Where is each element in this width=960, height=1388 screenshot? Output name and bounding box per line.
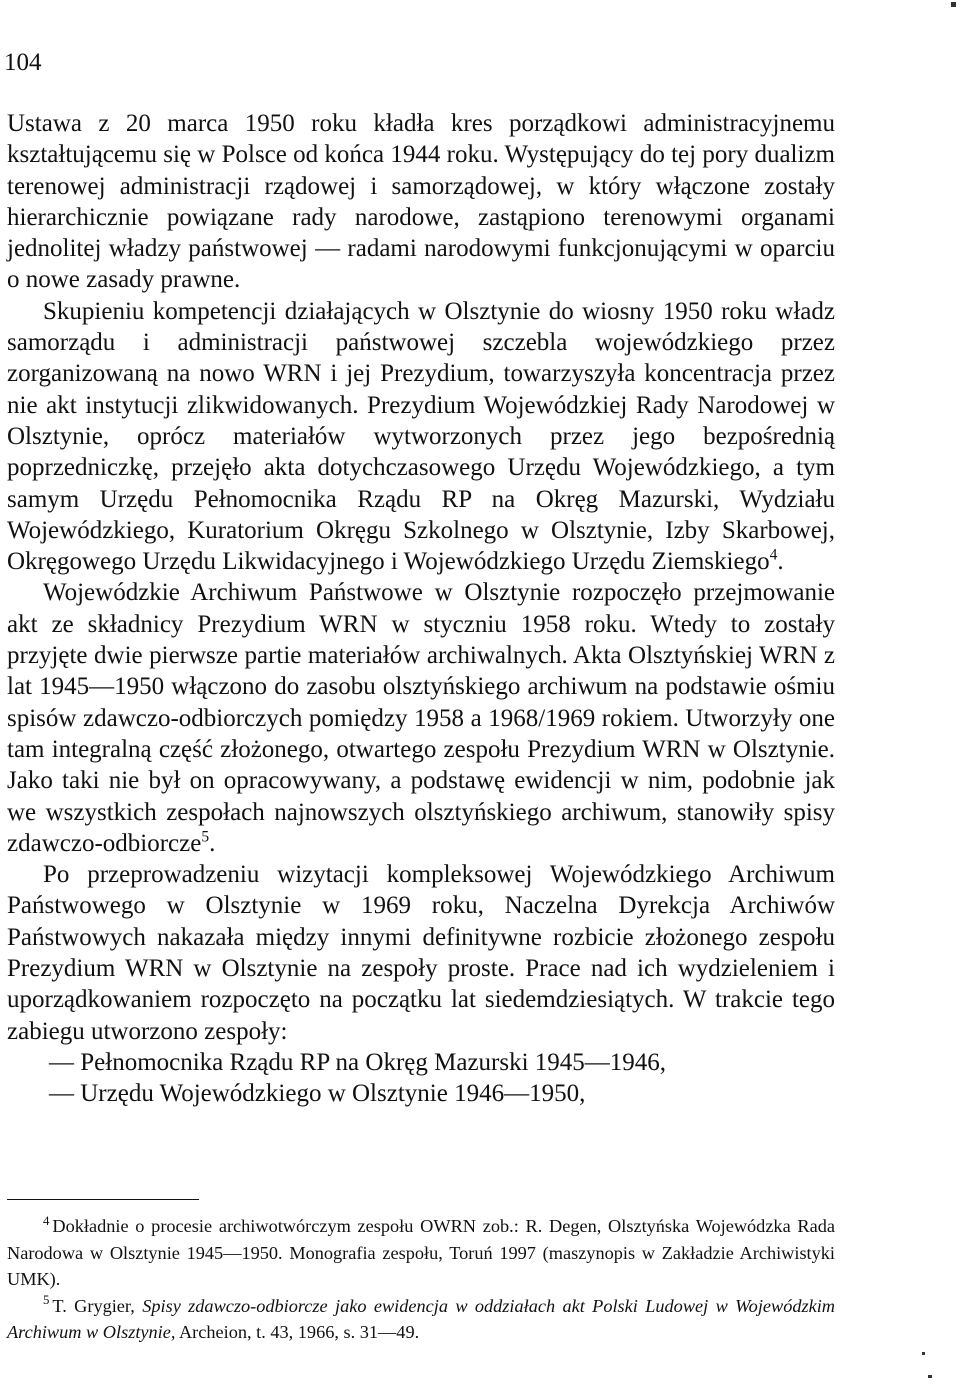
footnote-divider — [7, 1199, 199, 1200]
footnote-mark-5: 5 — [43, 1293, 50, 1308]
paragraph-2-end: . — [777, 548, 784, 576]
footnote-5 — [7, 1293, 835, 1346]
footnote-ref-4[interactable]: 4 — [769, 546, 778, 564]
main-text — [7, 108, 835, 1110]
list-item: — Urzędu Wojewódzkiego w Olsztynie 1946—1950, — [49, 1080, 586, 1108]
paragraph-3-text: Wojewódzkie Archiwum Państwowe w Olsztynie rozpoczęło przejmowanie akt ze składnicy Prezydium WRN w styczniu 1958 roku. Wtedy to zostały przyjęte dwie pierwsze partie materiałów archiwalnych. Akta Olsztyńskiej WRN z lat 1945—1950 włączono do zasobu olsztyńskiego archiwum na podstawie ośmiu spisów zdawczo-odbiorczych pomiędzy 1958 a 1968/1969 rokiem. Utworzyły one tam integralną część złożonego, otwartego zespołu Prezydium WRN w Olsztynie. Jako taki nie był on opracowywany, a podstawę ewidencji w nim, podobnie jak we wszystkich zespołach najnowszych olsztyńskiego archiwum, stanowiły spisy zdawczo-odbiorcze — [7, 579, 835, 857]
paragraph-4 — [7, 859, 835, 1047]
footnote-5-author: T. Grygier, — [52, 1295, 143, 1316]
footnote-ref-5[interactable]: 5 — [201, 828, 210, 846]
list-item: — Pełnomocnika Rządu RP na Okręg Mazurski 1945—1946, — [49, 1048, 667, 1076]
footnote-5-rest: Archeion, t. 43, 1966, s. 31—49. — [175, 1322, 420, 1342]
scan-speck — [951, 2, 956, 7]
paragraph-2 — [7, 296, 835, 578]
paragraph-1 — [7, 108, 835, 296]
footnote-4-text: Dokładnie o procesie archiwotwórczym zespołu OWRN zob.: R. Degen, Olsztyńska Wojewódzka Rada Narodowa w Olsztynie 1945—1950. Monografia zespołu, Toruń 1997 (maszynopis w Zakładzie Archiwistyki UMK). — [7, 1216, 835, 1289]
scan-speck — [928, 1375, 932, 1378]
footnotes — [7, 1213, 835, 1346]
paragraph-3 — [7, 577, 835, 859]
paragraph-4-text: Po przeprowadzeniu wizytacji kompleksowej Wojewódzkiego Archiwum Państwowego w Olsztynie w 1969 roku, Naczelna Dyrekcja Archiwów Państwowych nakazała między innymi definitywne rozbicie złożonego zespołu Prezydium WRN w Olsztynie na zespoły proste. Prace nad ich wydzieleniem i uporządkowaniem rozpoczęto na początku lat siedemdziesiątych. W trakcie tego zabiegu utworzono zespoły: — [7, 861, 835, 1045]
paragraph-1-text: Ustawa z 20 marca 1950 roku kładła kres porządkowi administracyjnemu kształtującemu się w Polsce od końca 1944 roku. Występujący do tej pory dualizm terenowej administracji rządowej i samorządowej, w który włączone zostały hierarchicznie powiązane rady narodowe, zastąpiono terenowymi organami jednolitej władzy państwowej — radami narodowymi funkcjonującymi w oparciu o nowe zasady prawne. — [7, 110, 835, 294]
footnote-4 — [7, 1213, 835, 1293]
footnote-5-title: Spisy zdawczo-odbiorcze jako ewidencja w oddziałach akt Polski Ludowej w Wojewódzkim Archiwum w Olsztynie, — [7, 1295, 835, 1342]
footnote-mark-4: 4 — [43, 1213, 50, 1228]
page-number: 104 — [4, 49, 42, 76]
paragraph-3-end: . — [209, 829, 216, 857]
paragraph-2-text: Skupieniu kompetencji działających w Olsztynie do wiosny 1950 roku władz samorządu i administracji państwowej szczebla wojewódzkiego przez zorganizowaną na nowo WRN i jej Prezydium, towarzyszyła koncentracja przez nie akt instytucji zlikwidowanych. Prezydium Wojewódzkiej Rady Narodowej w Olsztynie, oprócz materiałów wytworzonych przez jego bezpośrednią poprzedniczkę, przejęło akta dotychczasowego Urzędu Wojewódzkiego, a tym samym Urzędu Pełnomocnika Rządu RP na Okręg Mazurski, Wydziału Wojewódzkiego, Kuratorium Okręgu Szkolnego w Olsztynie, Izby Skarbowej, Okręgowego Urzędu Likwidacyjnego i Wojewódzkiego Urzędu Ziemskiego — [7, 297, 835, 576]
scan-speck — [922, 1352, 925, 1355]
